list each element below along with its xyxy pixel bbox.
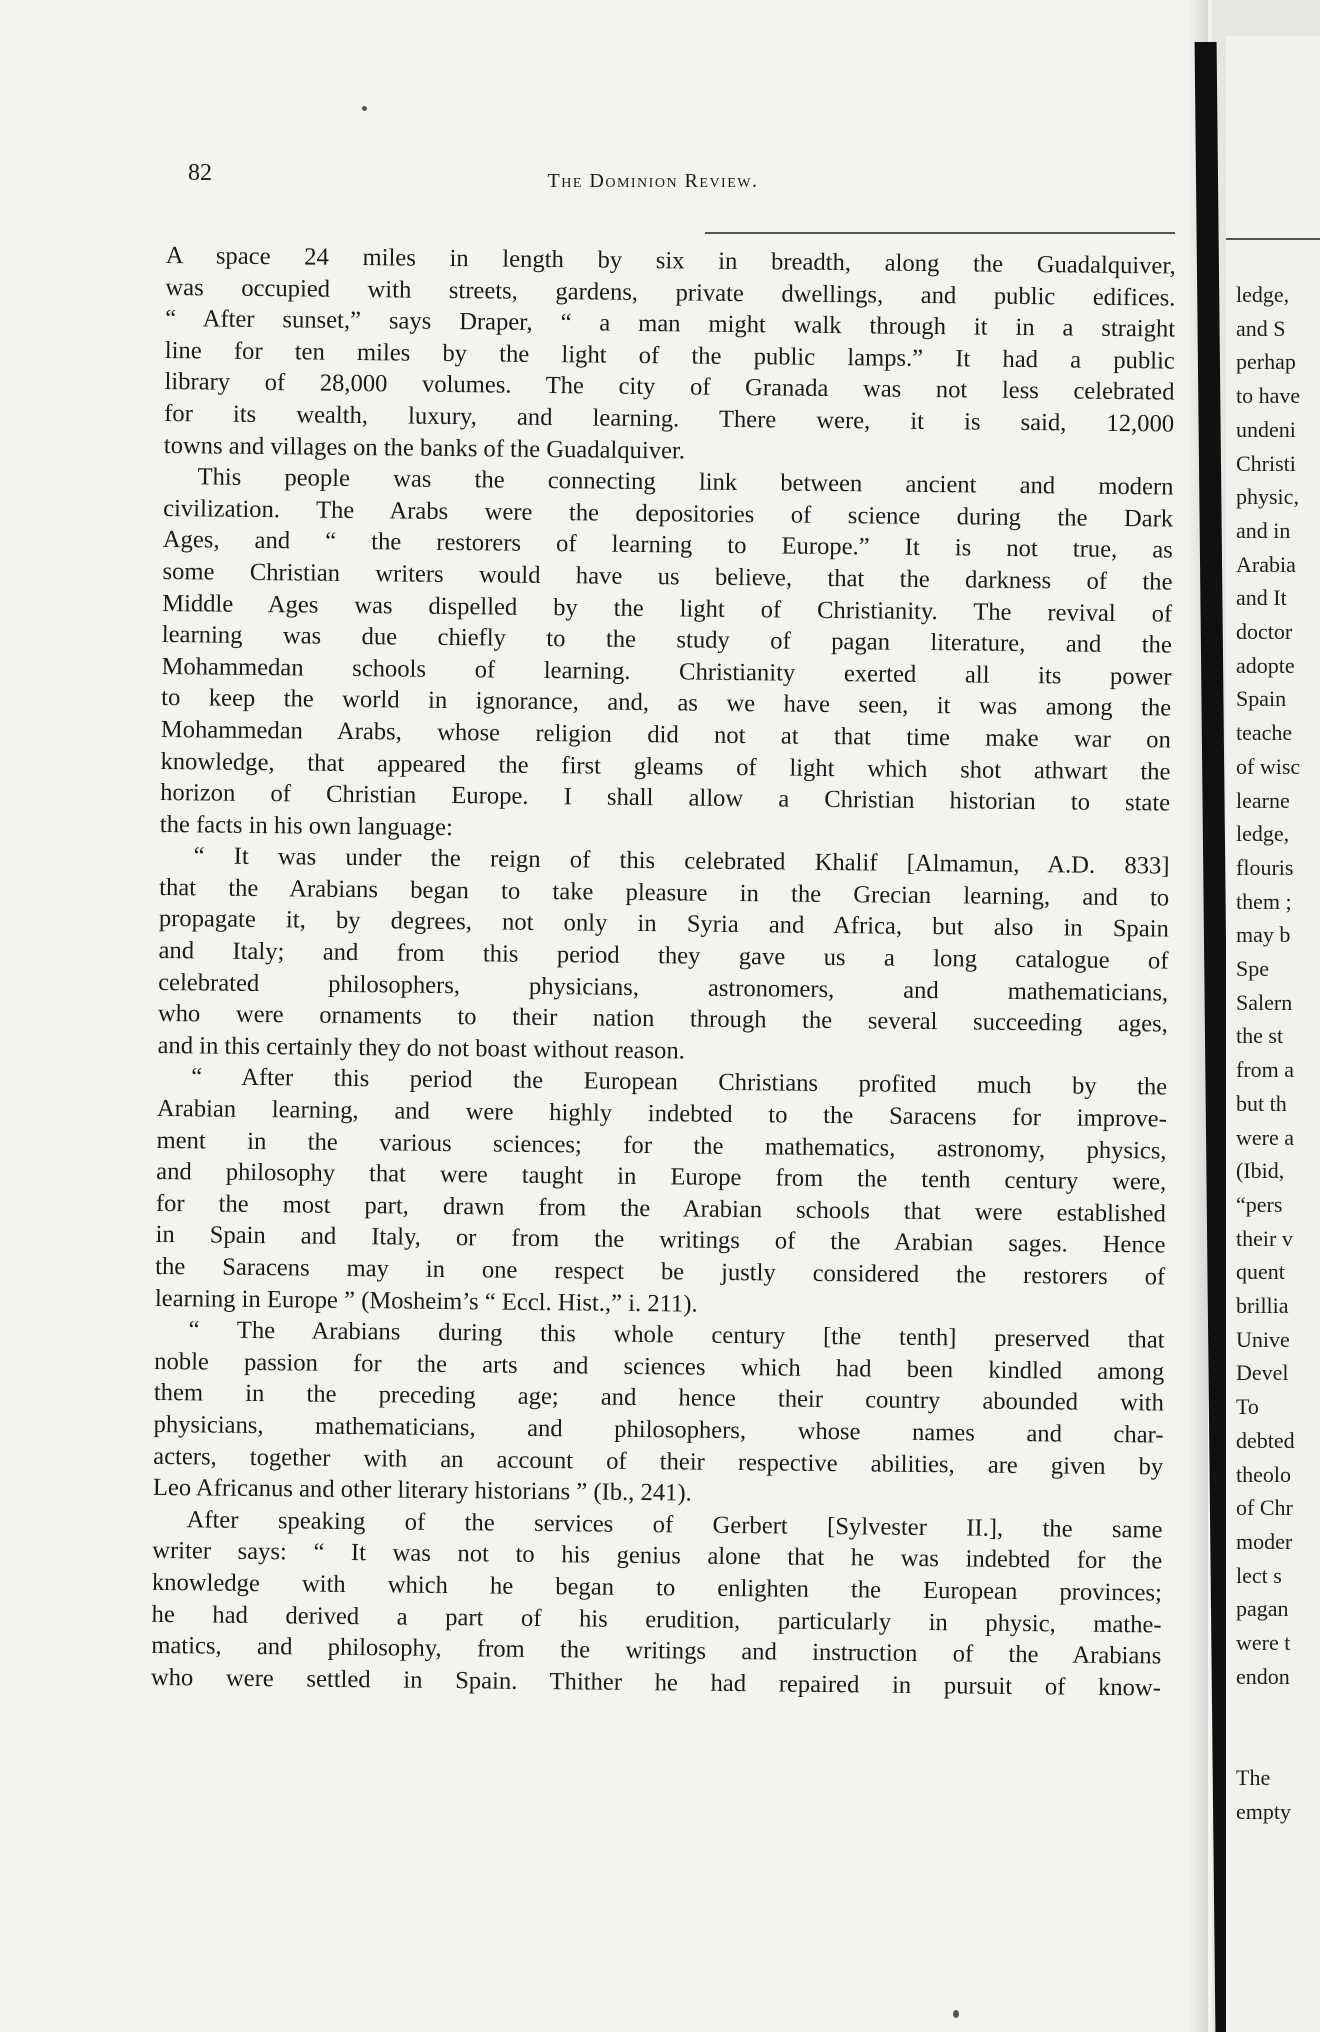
- facing-page-line: from a: [1236, 1057, 1295, 1083]
- text-line: the facts in his own language:: [159, 810, 454, 841]
- text-line: horizon of Christian Europe. I shall allow a Christian historian to state: [160, 779, 1171, 817]
- facing-page-line: Unive: [1236, 1326, 1290, 1352]
- dust-speck: [953, 2010, 959, 2018]
- text-line: learning in Europe ” (Mosheim’s “ Eccl. Hist.,” i. 211).: [154, 1284, 698, 1318]
- facing-page-line: and S: [1236, 315, 1286, 341]
- facing-page-line: and in: [1236, 517, 1291, 543]
- text-line: to keep the world in ignorance, and, as we have seen, it was among the: [161, 684, 1172, 722]
- facing-page-line: the st: [1236, 1023, 1284, 1049]
- facing-page-line: brillia: [1236, 1293, 1289, 1318]
- text-line: Middle Ages was dispelled by the light of Christianity. The revival of: [162, 589, 1173, 628]
- facing-page-line: learne: [1236, 787, 1290, 813]
- text-line: writer says: “ It was not to his genius alone that he was indebted for the: [152, 1537, 1163, 1575]
- text-line: After speaking of the services of Gerbert [Sylvester II.], the same: [186, 1506, 1163, 1544]
- text-line: “ After this period the European Christians profited much by the: [191, 1063, 1168, 1101]
- facing-page-line: adopte: [1236, 652, 1295, 678]
- facing-page-line: empty: [1236, 1798, 1291, 1824]
- text-line: and philosophy that were taught in Europe from the tenth century were,: [156, 1158, 1167, 1196]
- facing-header-rule: [1226, 238, 1320, 240]
- facing-page-line: their v: [1236, 1225, 1293, 1251]
- text-line: This people was the connecting link between ancient and modern: [197, 463, 1174, 501]
- text-line: line for ten miles by the light of the public lamps.” It had a public: [164, 336, 1175, 375]
- facing-page-line: Christi: [1236, 450, 1296, 476]
- text-line: celebrated philosophers, physicians, astronomers, and mathematicians,: [158, 968, 1169, 1007]
- text-line: ment in the various sciences; for the mathematics, astronomy, physics,: [156, 1126, 1167, 1165]
- facing-page-line: may b: [1236, 922, 1291, 948]
- text-line: towns and villages on the banks of the Guadalquiver.: [163, 431, 686, 465]
- text-line: propagate it, by degrees, not only in Syria and Africa, but also in Spain: [158, 905, 1169, 944]
- text-line: them in the preceding age; and hence their country abounded with: [153, 1379, 1165, 1417]
- facing-page-line: quent: [1236, 1259, 1285, 1285]
- page-header: [188, 160, 1178, 200]
- text-line: who were ornaments to their nation through the several succeeding ages,: [157, 1000, 1168, 1038]
- facing-page-line: them ;: [1236, 888, 1292, 914]
- text-line: civilization. The Arabs were the depositories of science during the Dark: [163, 494, 1174, 533]
- text-line: in Spain and Italy, or from the writings of the Arabian sages. Hence: [155, 1221, 1166, 1259]
- facing-page-line: endon: [1236, 1663, 1290, 1689]
- text-line: Leo Africanus and other literary historians ” (Ib., 241).: [152, 1474, 692, 1507]
- dust-speck: [362, 106, 367, 111]
- facing-page-line: were a: [1236, 1124, 1295, 1150]
- facing-page-line: and It: [1236, 585, 1287, 611]
- facing-page-line: Spain: [1236, 686, 1287, 712]
- facing-page-line: Arabia: [1236, 551, 1296, 577]
- text-line: A space 24 miles in length by six in breadth, along the Guadalquiver,: [165, 241, 1176, 280]
- text-line: was occupied with streets, gardens, private dwellings, and public edifices.: [165, 273, 1176, 312]
- text-line: and Italy; and from this period they gave us a long catalogue of: [158, 937, 1169, 975]
- text-line: knowledge with which he began to enlighten the European provinces;: [151, 1568, 1163, 1607]
- facing-page-line: physic,: [1236, 484, 1299, 510]
- text-line: the Saracens may in one respect be justly considered the restorers of: [155, 1252, 1166, 1291]
- text-line: noble passion for the arts and sciences which had been kindled among: [154, 1347, 1165, 1386]
- text-line: matics, and philosophy, from the writings and instruction of the Arabians: [151, 1632, 1162, 1670]
- text-line: Mohammedan schools of learning. Christianity exerted all its power: [161, 652, 1172, 691]
- facing-page-line: Devel: [1236, 1360, 1289, 1386]
- body-text: [151, 240, 1176, 1704]
- text-line: learning was due chiefly to the study of pagan literature, and the: [161, 621, 1172, 659]
- facing-page-line: of wisc: [1236, 753, 1301, 779]
- facing-page-line: of Chr: [1236, 1495, 1293, 1521]
- text-line: Ages, and “ the restorers of learning to Europe.” It is not true, as: [162, 526, 1173, 564]
- running-title: The Dominion Review.: [547, 170, 759, 192]
- text-line: Mohammedan Arabs, whose religion did not at that time make war on: [160, 715, 1171, 754]
- text-line: who were settled in Spain. Thither he had repaired in pursuit of know-: [150, 1663, 1162, 1702]
- text-line: for the most part, drawn from the Arabian schools that were established: [155, 1189, 1166, 1228]
- text-line: knowledge, that appeared the first gleams of light which shot athwart the: [160, 747, 1171, 786]
- facing-page-line: pagan: [1236, 1596, 1289, 1622]
- facing-page-line: ledge,: [1236, 282, 1290, 307]
- facing-page-line: Salern: [1236, 989, 1293, 1015]
- facing-page-line: teache: [1236, 720, 1293, 746]
- text-line: Arabian learning, and were highly indebted to the Saracens for improve-: [156, 1094, 1167, 1133]
- page-number: 82: [188, 160, 212, 186]
- text-line: “ The Arabians during this whole century [the tenth] preserved that: [188, 1316, 1165, 1354]
- text-line: some Christian writers would have us believe, that the darkness of the: [162, 557, 1173, 596]
- facing-page-line: were t: [1236, 1630, 1291, 1655]
- text-line: acters, together with an account of their respective abilities, are given by: [153, 1442, 1164, 1481]
- facing-page-fragment: [1226, 36, 1320, 2032]
- header-rule: [705, 232, 1175, 234]
- facing-page-line: flouris: [1236, 854, 1294, 880]
- facing-page-line: (Ibid,: [1236, 1158, 1285, 1184]
- facing-page-line: moder: [1236, 1528, 1293, 1554]
- facing-page-line: debted: [1236, 1427, 1295, 1453]
- facing-page-line: The: [1236, 1764, 1271, 1790]
- facing-page-line: “pers: [1236, 1191, 1283, 1217]
- facing-page-line: doctor: [1236, 619, 1293, 644]
- text-line: for its wealth, luxury, and learning. There were, it is said, 12,000: [164, 399, 1175, 438]
- text-line: that the Arabians began to take pleasure in the Grecian learning, and to: [159, 873, 1170, 912]
- facing-page-line: To: [1236, 1394, 1259, 1420]
- text-line: “ It was under the reign of this celebrated Khalif [Almamun, A.D. 833]: [193, 842, 1170, 880]
- text-line: library of 28,000 volumes. The city of Granada was not less celebrated: [164, 368, 1175, 406]
- text-line: physicians, mathematicians, and philosophers, whose names and char-: [153, 1410, 1164, 1449]
- facing-page-line: ledge,: [1236, 821, 1290, 847]
- text-line: he had derived a part of his erudition, particularly in physic, mathe-: [151, 1600, 1162, 1639]
- facing-page-line: lect s: [1236, 1562, 1282, 1588]
- facing-page-line: perhap: [1236, 349, 1296, 375]
- facing-page-line: theolo: [1236, 1461, 1291, 1487]
- facing-page-line: undeni: [1236, 416, 1296, 442]
- facing-page-line: but th: [1236, 1090, 1287, 1116]
- text-line: and in this certainly they do not boast without reason.: [157, 1031, 685, 1065]
- facing-page-line: to have: [1236, 383, 1301, 409]
- text-line: “ After sunset,” says Draper, “ a man might walk through it in a straight: [165, 305, 1176, 343]
- facing-page-line: Spe: [1236, 956, 1269, 981]
